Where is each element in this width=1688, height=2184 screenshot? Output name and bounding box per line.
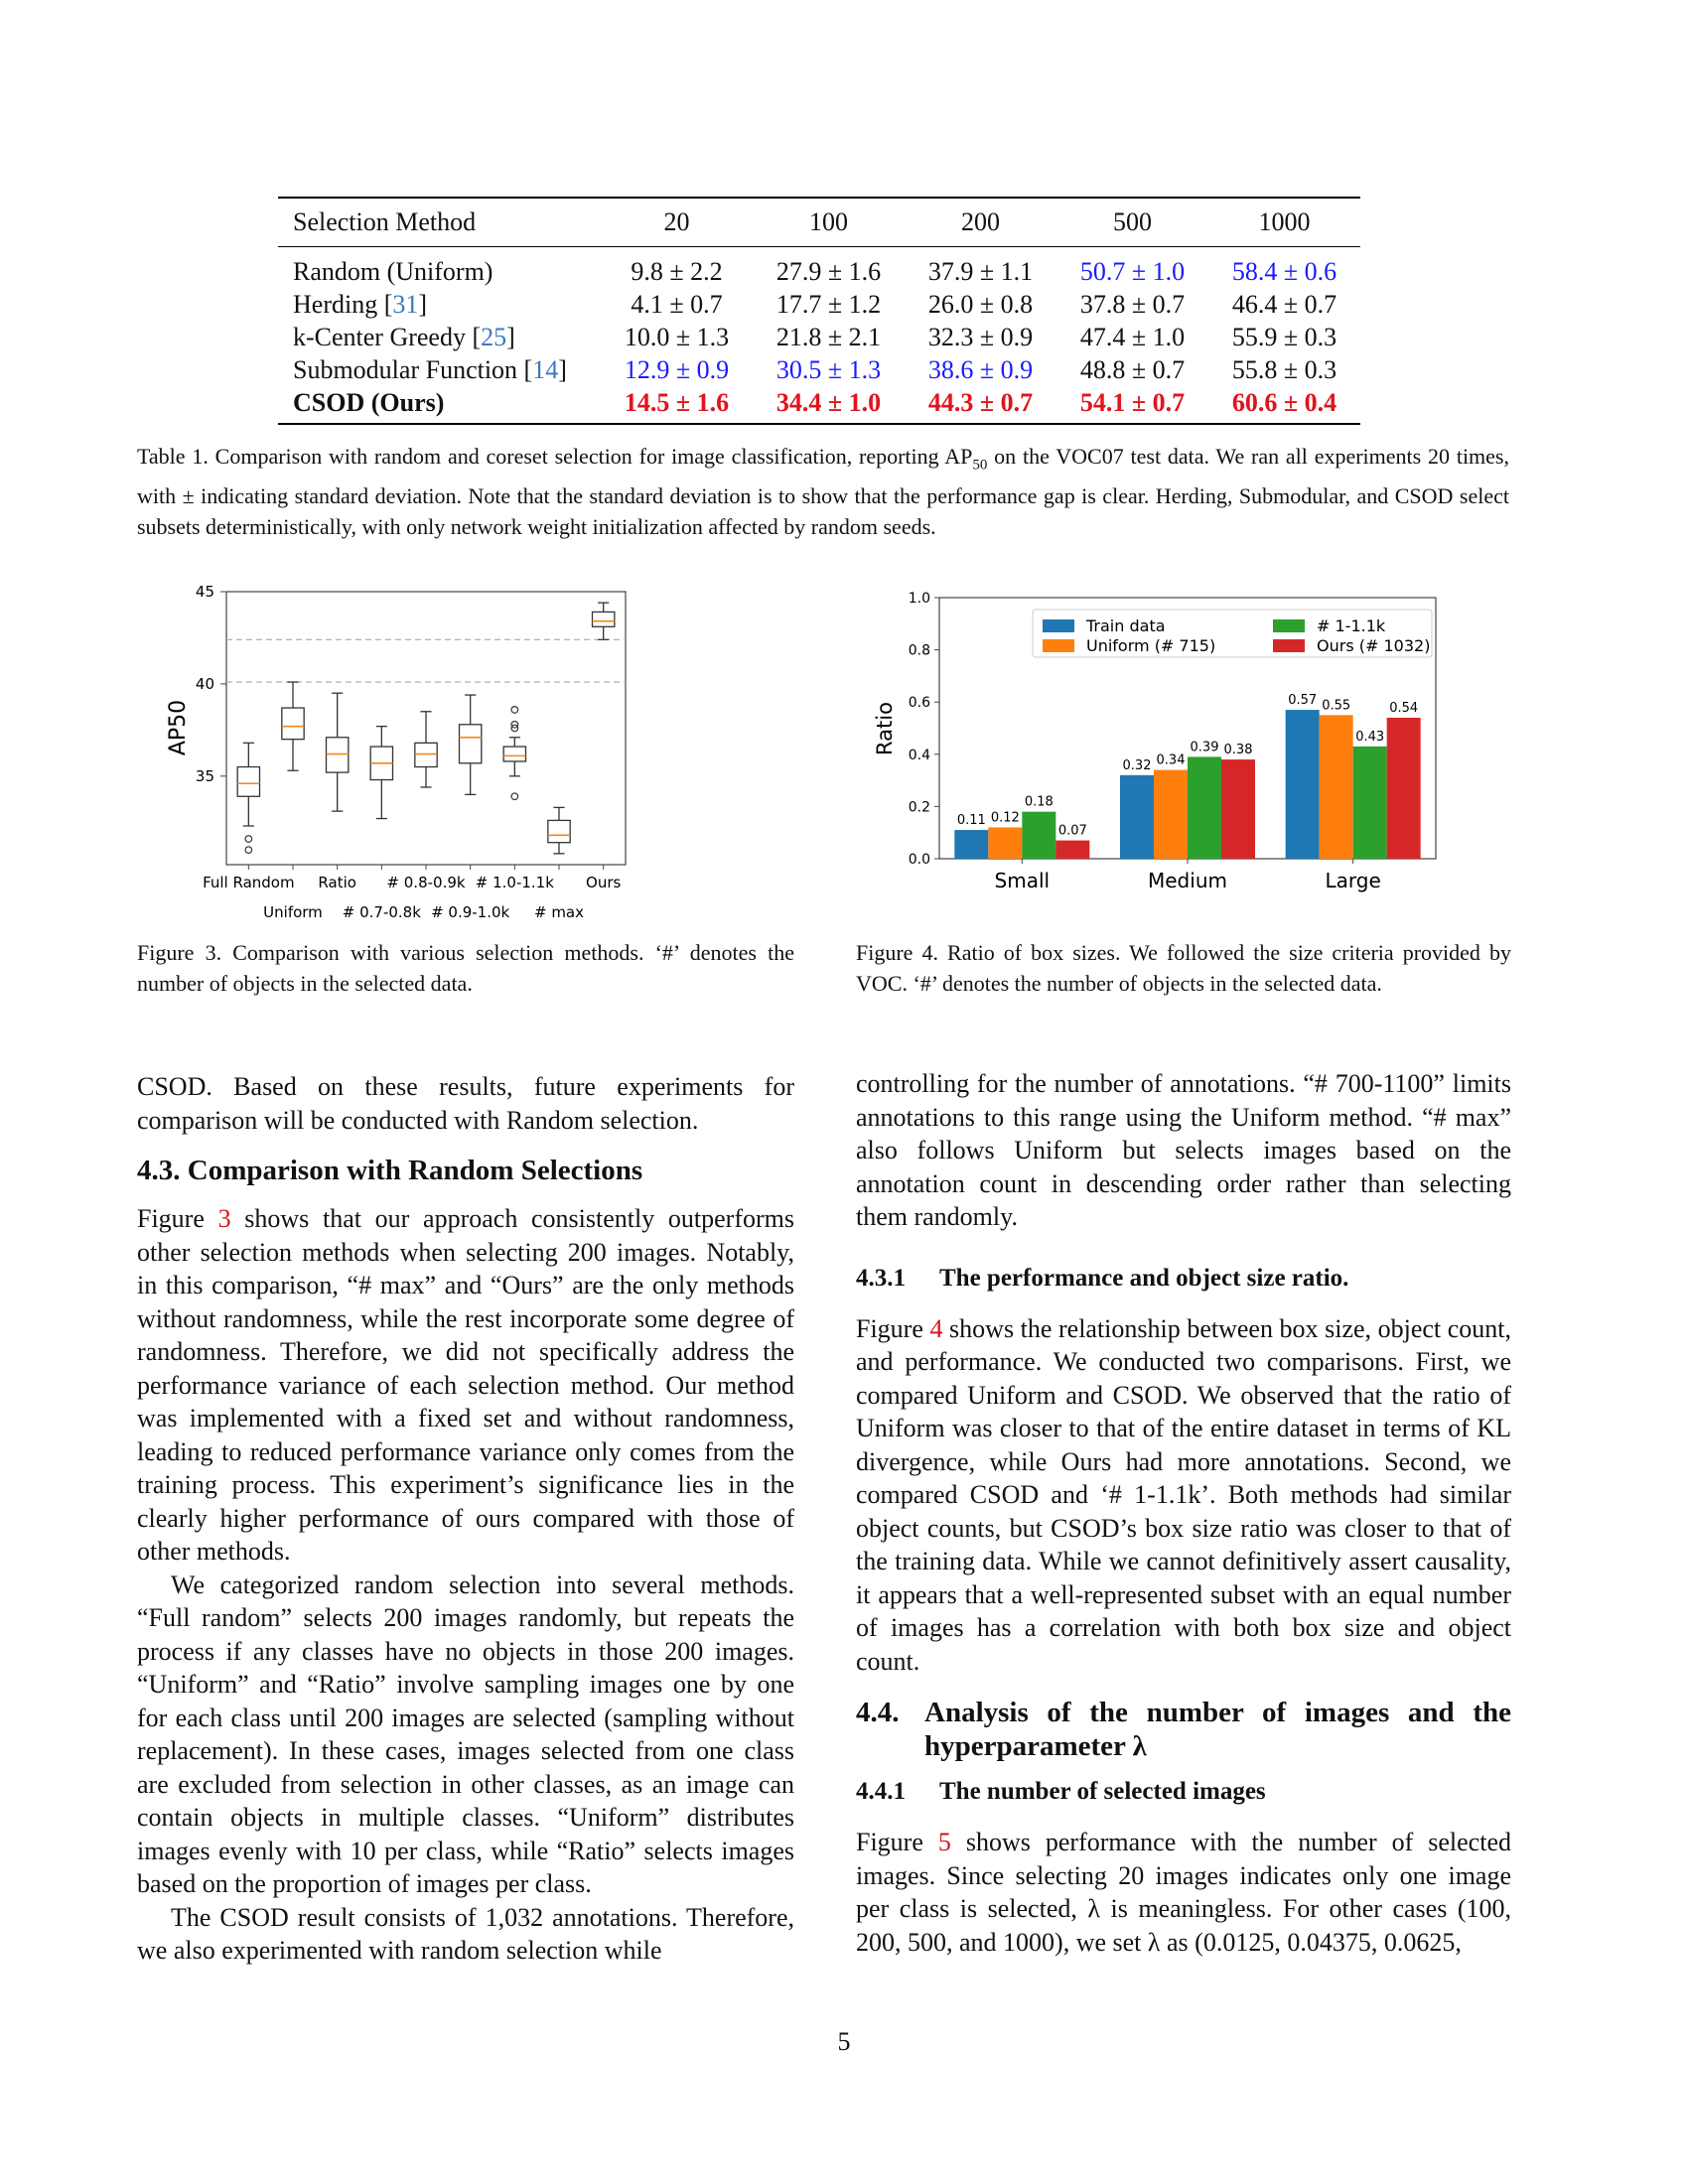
value-cell: 54.1 ± 0.7 xyxy=(1079,387,1186,417)
x-tick-label: # 0.8-0.9k xyxy=(386,874,466,891)
value-cell: 12.9 ± 0.9 xyxy=(624,354,730,384)
y-tick-label: 0.6 xyxy=(908,695,930,712)
value-cell: 21.8 ± 2.1 xyxy=(775,322,882,351)
table-row xyxy=(278,353,1360,386)
flier-point xyxy=(511,793,518,800)
x-tick-label: # 1.0-1.1k xyxy=(475,874,554,891)
figure-4-link[interactable]: 4 xyxy=(929,1313,943,1343)
figure-3-link[interactable]: 3 xyxy=(217,1204,231,1233)
table-row xyxy=(278,288,1360,321)
value-cell: 10.0 ± 1.3 xyxy=(624,322,730,351)
value-cell: 47.4 ± 1.0 xyxy=(1079,322,1186,351)
paragraph: We categorized random selection into several methods. “Full random” selects 200 images randomly, but repeats the process if any classes have no objects in those 200 images. “Uniform” and “Ratio” involve sampling images one by one for each class until 200 images are selected (sampling without replacement). In these cases, images selected from one class are excluded from selection in other classes, as an image can contain objects in multiple classes. “Uniform” distributes images evenly with 10 per class, while “Ratio” selects images based on the proportion of images per class. xyxy=(137,1570,794,1898)
box xyxy=(327,738,349,772)
box xyxy=(282,708,304,740)
paragraph xyxy=(856,1312,1511,1679)
bar xyxy=(1022,812,1055,859)
value-cell: 14.5 ± 1.6 xyxy=(624,387,730,417)
y-tick-label: 1.0 xyxy=(908,591,930,607)
bar xyxy=(1055,841,1089,859)
section-heading xyxy=(856,1696,1511,1763)
value-cell: 50.7 ± 1.0 xyxy=(1079,256,1186,286)
right-column xyxy=(856,1067,1511,1959)
page-number: 5 xyxy=(837,2027,851,2056)
x-tick-label: Large xyxy=(1325,869,1381,892)
para-text: shows that our approach consistently outperforms other selection methods when selecting 200 images. Notably, in this comparison, “# max” and “Ours” are the only methods without randomness, while the rest incorporate some degree of randomness. Therefore, we did not specifically address the performance variance of each selection method. Our method was implemented with a fixed set and without randomness, leading to reduced performance variance only comes from the training process. This experiment’s significance lies in the clearly higher performance of ours compared with those of other methods. xyxy=(137,1204,794,1566)
legend-swatch xyxy=(1043,639,1074,652)
legend-label: # 1-1.1k xyxy=(1317,616,1386,635)
legend xyxy=(1033,610,1432,657)
para-text: Figure xyxy=(856,1828,938,1856)
bar xyxy=(1286,710,1320,859)
bar-value-label: 0.32 xyxy=(1122,757,1152,773)
value-cell: 30.5 ± 1.3 xyxy=(775,354,882,384)
paragraph xyxy=(856,1826,1511,1959)
bar-value-label: 0.07 xyxy=(1057,823,1087,839)
bar-value-label: 0.54 xyxy=(1389,700,1419,716)
para-text: shows the relationship between box size, object count, and performance. We conducted two comparisons. First, we compared Uniform and CSOD. We observed that the ratio of Uniform was closer to that of the entire dataset in terms of KL divergence, while Ours had more annotations. Second, we compared CSOD and ‘# 1-1.1k’. Both methods had similar object counts, but CSOD’s box size ratio was closer to that of the training data. While we cannot definitively assert causality, it appears that a well-represented subset with an equal number of images has a correlation with both box size and object count. xyxy=(856,1313,1511,1676)
subsection-heading xyxy=(856,1777,1511,1807)
paragraph: The CSOD result consists of 1,032 annotations. Therefore, we also experimented with random selection while xyxy=(137,1902,794,1965)
x-tick-label: Ours xyxy=(586,874,622,891)
header-cell: 20 xyxy=(663,207,690,236)
method-name: CSOD (Ours) xyxy=(293,387,445,417)
section-title: Comparison with Random Selections xyxy=(187,1155,643,1186)
legend-swatch xyxy=(1273,639,1305,652)
y-tick-label: 35 xyxy=(195,766,214,785)
bar-value-label: 0.34 xyxy=(1156,752,1186,768)
method-name: Random (Uniform) xyxy=(293,256,493,286)
x-tick-label: Uniform xyxy=(263,903,323,921)
legend-label: Ours (# 1032) xyxy=(1317,636,1431,655)
legend-swatch xyxy=(1273,619,1305,632)
flier-point xyxy=(245,847,252,854)
box xyxy=(503,747,525,761)
value-cell: 44.3 ± 0.7 xyxy=(927,387,1034,417)
value-cell: 17.7 ± 1.2 xyxy=(775,289,882,319)
bar-value-label: 0.43 xyxy=(1355,729,1385,745)
table-caption-prefix: Table 1. Comparison with random and coreset selection for image classification, reporting $AP_{50}$ xyxy=(137,444,988,474)
header-cell: 100 xyxy=(809,207,848,236)
value-cell: 38.6 ± 0.9 xyxy=(927,354,1034,384)
table-header-row xyxy=(278,198,1360,247)
left-column xyxy=(137,1070,794,1968)
box xyxy=(548,820,570,842)
y-tick-label: 0.8 xyxy=(908,642,930,659)
section-number: 4.3. xyxy=(137,1155,181,1186)
subsection-number: 4.4.1 xyxy=(856,1778,906,1805)
bar-value-label: 0.57 xyxy=(1288,693,1318,709)
legend-swatch xyxy=(1043,619,1074,632)
value-cell: 60.6 ± 0.4 xyxy=(1231,387,1337,417)
method-cell: k-Center Greedy [25] xyxy=(293,322,515,351)
para-text: Figure xyxy=(856,1313,930,1343)
bar xyxy=(1188,756,1221,859)
value-cell: 32.3 ± 0.9 xyxy=(927,322,1034,351)
citation-link[interactable]: 14 xyxy=(532,354,559,384)
bar xyxy=(988,827,1022,859)
figure3-boxplot xyxy=(139,584,774,926)
table-row xyxy=(278,247,1360,289)
x-tick-label: Ratio xyxy=(318,874,356,891)
y-tick-label: 0.0 xyxy=(908,852,930,868)
x-tick-label: Small xyxy=(994,869,1051,892)
bar-value-label: 0.38 xyxy=(1223,743,1253,758)
bar xyxy=(954,830,988,859)
section-title: Analysis of the number of images and the hyperparameter λ xyxy=(924,1697,1511,1762)
section-heading xyxy=(137,1154,794,1187)
figure3-caption: Figure 3. Comparison with various selection methods. ‘#’ denotes the number of objects in the selected data. xyxy=(137,940,794,996)
figure4-caption: Figure 4. Ratio of box sizes. We followed the size criteria provided by VOC. ‘#’ denotes the number of objects in the selected data. xyxy=(856,940,1511,996)
box xyxy=(593,612,615,626)
para-text: shows performance with the number of selected images. Since selecting 20 images indicates only one image per class is selected, λ is meaningless. For other cases (100, 200, 500, and 1000), we set λ as (0.0125, 0.04375, 0.0625, xyxy=(856,1828,1511,1957)
bar-value-label: 0.39 xyxy=(1190,740,1219,755)
citation-link[interactable]: 25 xyxy=(481,322,507,351)
paragraph: controlling for the number of annotations. “# 700-1100” limits annotations to this range using the Uniform method. “# max” also follows Uniform but selects images based on the annotation count in descending order rather than selecting them randomly. xyxy=(856,1069,1511,1231)
bar-value-label: 0.18 xyxy=(1024,794,1054,810)
header-cell: 200 xyxy=(961,207,1000,236)
flier-point xyxy=(511,707,518,714)
value-cell: 26.0 ± 0.8 xyxy=(927,289,1034,319)
table-caption xyxy=(137,441,1509,542)
value-cell: 4.1 ± 0.7 xyxy=(631,289,723,319)
table-caption-text: on the VOC07 test data. We ran all experiments 20 times, with ± indicating standard deviation. Note that the standard deviation is to show that the performance gap is clear. Herding, Submodular, and CSOD select subsets deterministically, with only network weight initialization affected by random seeds. xyxy=(137,444,1509,540)
y-axis-label: Ratio xyxy=(873,702,897,755)
bar xyxy=(1154,770,1188,859)
header-cell: Selection Method xyxy=(293,207,477,236)
results-table xyxy=(278,197,1360,425)
legend-label: Uniform (# 715) xyxy=(1086,636,1216,655)
table-row xyxy=(278,321,1360,353)
box xyxy=(237,767,259,797)
y-tick-label: 40 xyxy=(195,674,214,693)
value-cell: 55.9 ± 0.3 xyxy=(1231,322,1337,351)
value-cell: 9.8 ± 2.2 xyxy=(631,256,723,286)
y-tick-label: 0.4 xyxy=(908,747,930,763)
value-cell: 37.9 ± 1.1 xyxy=(927,256,1034,286)
figure4-barchart xyxy=(862,588,1507,910)
flier-point xyxy=(245,836,252,843)
x-tick-label: # max xyxy=(533,903,585,921)
y-tick-label: 45 xyxy=(195,584,214,601)
bar xyxy=(1353,747,1387,859)
legend-label: Train data xyxy=(1086,616,1166,635)
value-cell: 34.4 ± 1.0 xyxy=(775,387,882,417)
box xyxy=(460,725,482,763)
bar xyxy=(1120,775,1154,859)
subsection-title: The number of selected images xyxy=(939,1778,1266,1805)
bar-value-label: 0.55 xyxy=(1322,698,1351,714)
method-cell: Submodular Function [14] xyxy=(293,354,567,384)
box xyxy=(415,743,437,766)
x-tick-label: Medium xyxy=(1148,869,1227,892)
figure-5-link[interactable]: 5 xyxy=(937,1828,951,1856)
bar xyxy=(1320,715,1353,859)
value-cell: 58.4 ± 0.6 xyxy=(1231,256,1337,286)
paragraph: CSOD. Based on these results, future experiments for comparison will be conducted with Random selection. xyxy=(137,1072,794,1135)
value-cell: 46.4 ± 0.7 xyxy=(1231,289,1337,319)
bar xyxy=(1221,759,1255,859)
subsection-number: 4.3.1 xyxy=(856,1264,906,1292)
para-text: Figure xyxy=(137,1204,218,1233)
section-number: 4.4. xyxy=(856,1697,900,1728)
citation-link[interactable]: 31 xyxy=(392,289,419,319)
method-name: Herding [ xyxy=(293,289,393,319)
method-cell xyxy=(278,386,601,424)
x-tick-label: # 0.9-1.0k xyxy=(431,903,510,921)
method-name: Submodular Function [ xyxy=(293,354,533,384)
subsection-heading xyxy=(856,1264,1511,1294)
value-cell: 48.8 ± 0.7 xyxy=(1079,354,1186,384)
table-row xyxy=(278,386,1360,424)
y-axis-label: AP50 xyxy=(166,699,191,756)
y-tick-label: 0.2 xyxy=(908,799,930,816)
subsection-title: The performance and object size ratio. xyxy=(939,1264,1349,1292)
method-cell xyxy=(278,247,601,289)
method-name: k-Center Greedy [ xyxy=(293,322,482,351)
header-cell: 1000 xyxy=(1258,207,1311,236)
value-cell: 37.8 ± 0.7 xyxy=(1079,289,1186,319)
x-tick-label: Full Random xyxy=(203,874,295,891)
bar xyxy=(1387,718,1421,859)
x-tick-label: # 0.7-0.8k xyxy=(342,903,421,921)
value-cell: 55.8 ± 0.3 xyxy=(1231,354,1337,384)
header-cell: 500 xyxy=(1113,207,1152,236)
bar-value-label: 0.12 xyxy=(990,810,1020,826)
value-cell: 27.9 ± 1.6 xyxy=(775,256,882,286)
method-cell: Herding [31] xyxy=(293,289,428,319)
paragraph xyxy=(137,1202,794,1569)
bar-value-label: 0.11 xyxy=(956,813,986,829)
